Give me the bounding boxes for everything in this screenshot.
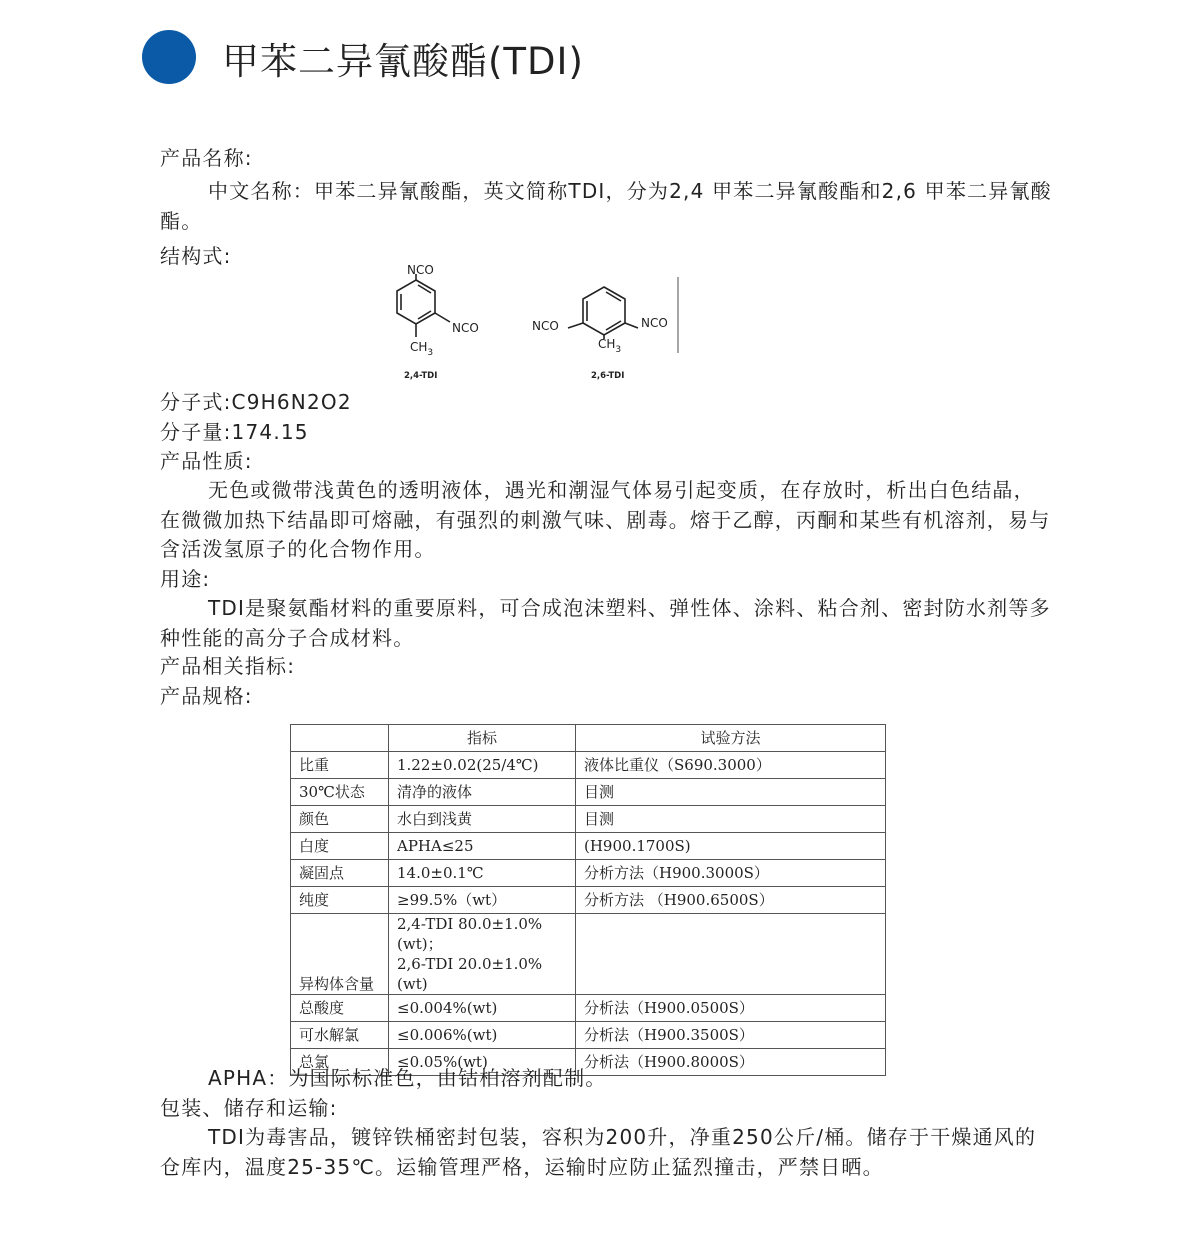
table-cell: (H900.1700S) xyxy=(576,833,886,860)
table-cell-isomer xyxy=(389,914,576,995)
table-cell: 颜色 xyxy=(291,806,389,833)
formula-value: C9H6N2O2 xyxy=(231,390,352,414)
table-cell: 液体比重仪（S690.3000） xyxy=(576,752,886,779)
usage-label: 用途: xyxy=(160,567,211,591)
table-row xyxy=(291,806,886,833)
usage-text: TDI是聚氨酯材料的重要原料，可合成泡沫塑料、弹性体、涂料、粘合剂、密封防水剂等多种性能的高分子合成材料。 xyxy=(160,596,1051,650)
tdi-26-right-nco: NCO xyxy=(641,316,668,330)
formula-label: 分子式: xyxy=(160,390,232,414)
table-cell: 纯度 xyxy=(291,887,389,914)
molecular-weight xyxy=(160,418,309,447)
table-cell: 分析法（H900.3500S） xyxy=(576,1022,886,1049)
tdi-26-left-nco: NCO xyxy=(532,319,559,333)
weight-value: 174.15 xyxy=(231,420,309,444)
table-cell: ≤0.004%(wt) xyxy=(389,995,576,1022)
tdi-26-structure xyxy=(568,287,638,339)
storage-label: 包装、储存和运输: xyxy=(160,1096,338,1120)
table-cell: 目测 xyxy=(576,806,886,833)
table-cell: 总酸度 xyxy=(291,995,389,1022)
table-row xyxy=(291,752,886,779)
table-row xyxy=(291,1022,886,1049)
indicators-label: 产品相关指标: xyxy=(160,654,296,678)
header-bullet-dot xyxy=(142,30,196,84)
structure-formula-diagram xyxy=(380,255,700,385)
tdi-26-methyl: $CH_3$ xyxy=(598,337,622,355)
storage-text: TDI为毒害品，镀锌铁桶密封包装，容积为200升，净重250公斤/桶。储存于干燥通风的仓库内，温度25-35℃。运输管理严格，运输时应防止猛烈撞击，严禁日晒。 xyxy=(160,1125,1037,1179)
table-cell: ≤0.05%(wt) xyxy=(389,1049,576,1076)
table-cell: 分析法（H900.8000S） xyxy=(576,1049,886,1076)
table-cell: ≤0.006%(wt) xyxy=(389,1022,576,1049)
table-cell: 30℃状态 xyxy=(291,779,389,806)
table-row xyxy=(291,887,886,914)
table-cell: 水白到浅黄 xyxy=(389,806,576,833)
table-cell: 14.0±0.1℃ xyxy=(389,860,576,887)
table-row xyxy=(291,779,886,806)
table-row-isomer xyxy=(291,914,886,995)
isomer-line-1: 2,4-TDI 80.0±1.0%(wt)； xyxy=(397,915,543,953)
tdi-24-methyl: $CH_3$ xyxy=(410,340,434,358)
table-cell: 分析法（H900.0500S） xyxy=(576,995,886,1022)
table-cell: 清净的液体 xyxy=(389,779,576,806)
table-cell: 分析方法（H900.3000S） xyxy=(576,860,886,887)
table-cell: 白度 xyxy=(291,833,389,860)
properties-label: 产品性质: xyxy=(160,449,253,473)
spec-label: 产品规格: xyxy=(160,684,253,708)
table-header-item xyxy=(291,725,389,752)
table-cell: 1.22±0.02(25/4℃) xyxy=(389,752,576,779)
weight-label: 分子量: xyxy=(160,420,232,444)
table-header-method: 试验方法 xyxy=(576,725,886,752)
table-cell: 异构体含量 xyxy=(291,914,389,995)
table-cell: ≥99.5%（wt） xyxy=(389,887,576,914)
table-cell: APHA≤25 xyxy=(389,833,576,860)
table-cell: 目测 xyxy=(576,779,886,806)
table-cell: 分析方法 （H900.6500S） xyxy=(576,887,886,914)
table-header-row xyxy=(291,725,886,752)
isomer-line-2: 2,6-TDI 20.0±1.0%(wt) xyxy=(397,955,543,993)
page-title: 甲苯二异氰酸酯(TDI) xyxy=(222,40,584,83)
tdi-24-top-nco: NCO xyxy=(407,263,434,277)
product-name-label: 产品名称: xyxy=(160,146,253,170)
table-cell: 凝固点 xyxy=(291,860,389,887)
table-row xyxy=(291,860,886,887)
table-cell: 比重 xyxy=(291,752,389,779)
table-header-indicator: 指标 xyxy=(389,725,576,752)
tdi-26-caption: 2,6-TDI xyxy=(591,371,625,381)
tdi-24-caption: 2,4-TDI xyxy=(404,371,438,381)
table-cell: 总氯 xyxy=(291,1049,389,1076)
spec-table xyxy=(290,724,886,1076)
apha-note: APHA：为国际标准色，由钴柏溶剂配制。 xyxy=(208,1066,607,1090)
product-name-text: 中文名称：甲苯二异氰酸酯，英文简称TDI，分为2,4 甲苯二异氰酸酯和2,6 甲苯二异氰酸酯。 xyxy=(160,179,1052,233)
structure-label: 结构式: xyxy=(160,244,232,268)
table-cell xyxy=(576,914,886,995)
tdi-24-structure xyxy=(397,274,450,337)
molecular-formula xyxy=(160,388,352,417)
table-cell: 可水解氯 xyxy=(291,1022,389,1049)
tdi-24-side-nco: NCO xyxy=(452,321,479,335)
table-row xyxy=(291,833,886,860)
properties-text: 无色或微带浅黄色的透明液体，遇光和潮湿气体易引起变质，在存放时，析出白色结晶，在微微加热下结晶即可熔融，有强烈的刺激气味、剧毒。熔于乙醇，丙酮和某些有机溶剂，易与含活泼氢原子的化合物作用。 xyxy=(160,478,1051,561)
table-row xyxy=(291,995,886,1022)
